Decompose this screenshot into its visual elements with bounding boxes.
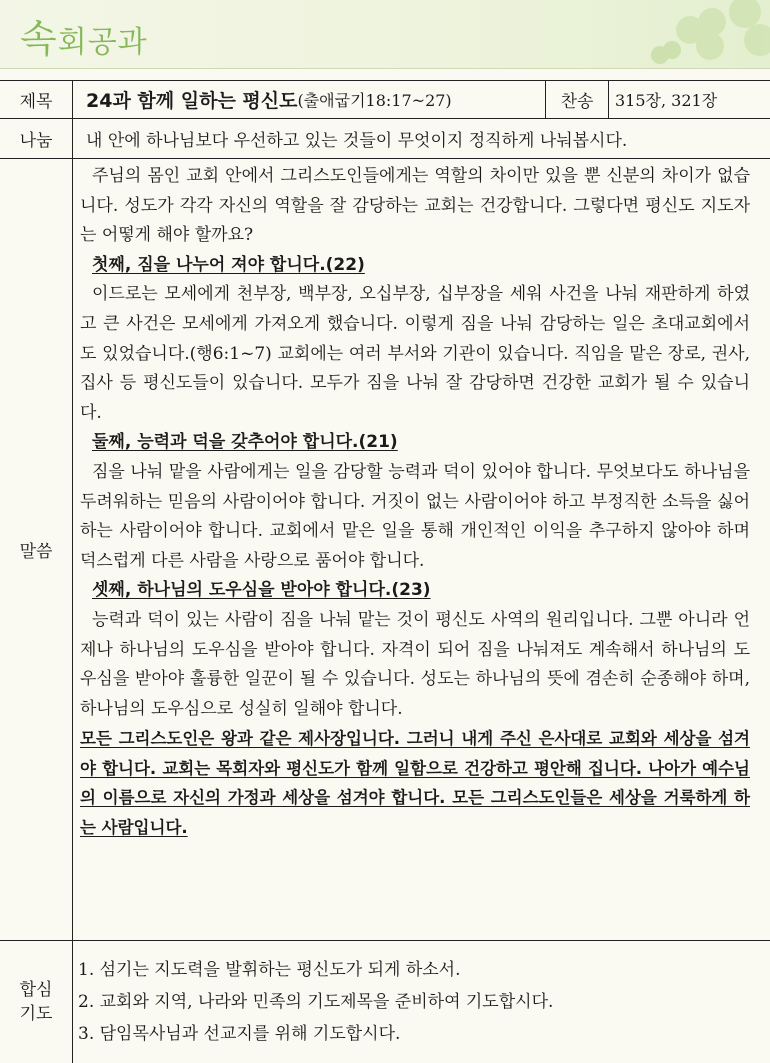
section-heading: 셋째, 하나님의 도우심을 받아야 합니다.(23) (92, 580, 431, 601)
lesson-reference: (출애굽기18:17~27) (297, 90, 452, 110)
header-banner (0, 0, 770, 69)
label-word: 말씀 (0, 158, 73, 940)
section-heading: 첫째, 짐을 나누어 져야 합니다.(22) (92, 254, 365, 275)
hymn-label: 찬송 (560, 91, 594, 112)
section-heading: 둘째, 능력과 덕을 갖추어야 합니다.(21) (92, 432, 398, 453)
section-body: 이드로는 모세에게 천부장, 백부장, 오십부장, 십부장을 세워 사건을 나눠 재판하게 하였고 큰 사건은 모세에게 가져오게 했습니다. 이렇게 짐을 나눠 감당하는 일은 초대교회에서도 있었습니다.(행6:1~7) 교회에는 여러 부서와 기관이 있습니다. 직임을 맡은 장로, 권사, 집사 등 평신도들이 있습니다. 모두가 짐을 나눠 잘 감당하면 건강한 교회가 될 수 있습니다. (80, 284, 750, 423)
lesson-title-text: 24과 함께 일하는 평신도 (86, 89, 298, 112)
share-text: 내 안에 하나님보다 우선하고 있는 것들이 무엇이지 정직하게 나눠봅시다. (86, 130, 628, 151)
section-title (20, 8, 148, 63)
prayer-item: 3. 담임목사님과 선교지를 위해 기도합시다. (78, 1024, 401, 1044)
divider (608, 80, 609, 118)
section-title-rest: 회공과 (57, 25, 148, 60)
section-body: 짐을 나눠 맡을 사람에게는 일을 감당할 능력과 덕이 있어야 합니다. 무엇보다도 하나님을 두려워하는 믿음의 사람이어야 합니다. 거짓이 없는 사람이어야 하고 부정직한 소득을 싫어하는 사람이어야 합니다. 교회에서 맡은 일을 통해 개인적인 이익을 추구하지 않아야 하며 덕스럽게 다른 사람을 사랑으로 품어야 합니다. (80, 461, 750, 571)
section-body: 능력과 덕이 있는 사람이 짐을 나눠 맡는 것이 평신도 사역의 원리입니다. 그뿐 아니라 언제나 하나님의 도우심을 받아야 합니다. 자격이 되어 짐을 나눠져도 계속해서 하나님의 도우심을 받아야 훌륭한 일꾼이 될 수 있습니다. 성도는 하나님의 뜻에 겸손히 순종해야 하며, 하나님의 도우심으로 성실히 일해야 합니다. (80, 609, 750, 719)
prayer-item: 2. 교회와 지역, 나라와 민족의 기도제목을 준비하여 기도합시다. (78, 992, 554, 1012)
label-share: 나눔 (0, 118, 73, 158)
prayer-list (78, 954, 758, 1050)
lesson-title (86, 80, 546, 118)
closing-statement: 모든 그리스도인은 왕과 같은 제사장입니다. 그러니 내게 주신 은사대로 교회와 세상을 섬겨야 합니다. 교회는 목회자와 평신도가 함께 일함으로 건강하고 평안해 집니다. 나아가 예수님의 이름으로 자신의 가정과 세상을 섬겨야 합니다. 모든 그리스도인들은 세상을 거룩하게 하는 사람입니다. (80, 729, 750, 838)
hymn-numbers: 315장, 321장 (615, 90, 718, 110)
label-title: 제목 (0, 80, 73, 118)
section-title-initial: 속 (20, 17, 58, 61)
word-intro: 주님의 몸인 교회 안에서 그리스도인들에게는 역할의 차이만 있을 뿐 신분의 차이가 없습니다. 성도가 각각 자신의 역할을 잘 감당하는 교회는 건강합니다. 그렇다면 평신도 지도자는 어떻게 해야 할까요? (80, 166, 750, 246)
row-title (0, 80, 770, 119)
clover-decoration-icon (620, 0, 770, 68)
word-body (80, 162, 750, 843)
row-prayer (0, 940, 770, 1063)
row-share (0, 118, 770, 159)
prayer-item: 1. 섬기는 지도력을 발휘하는 평신도가 되게 하소서. (78, 960, 461, 980)
row-word (0, 158, 770, 941)
label-prayer: 합심 기도 (0, 940, 73, 1063)
